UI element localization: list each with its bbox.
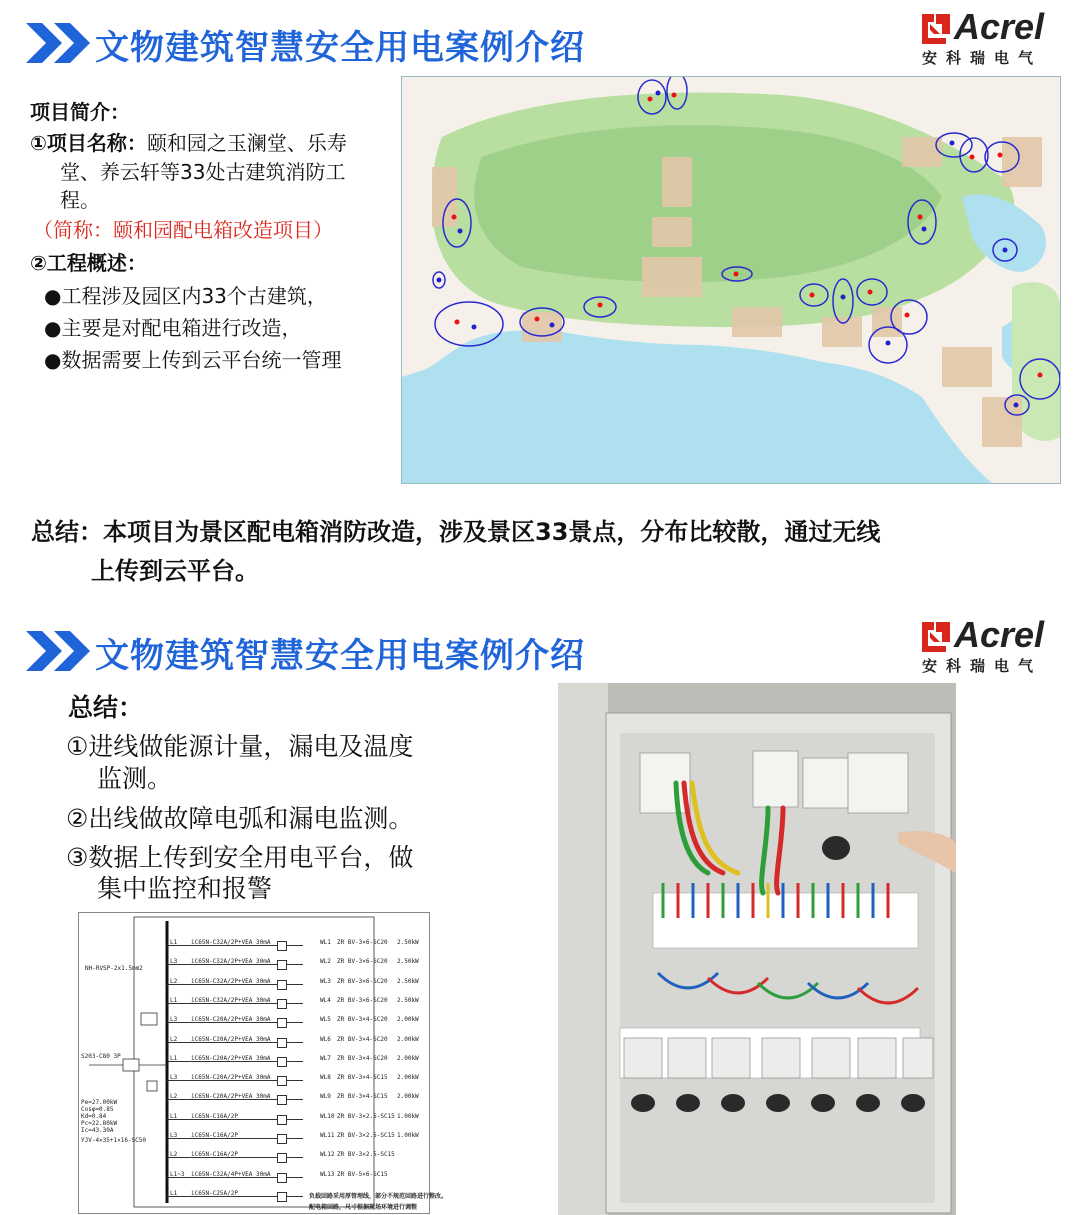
project-name-label: ①项目名称：	[30, 131, 147, 155]
diagram-row-power: 2.50kW	[397, 996, 419, 1004]
diagram-row-power: 2.00kW	[397, 1093, 419, 1101]
summary2-line4: ③数据上传到安全用电平台，做	[66, 843, 414, 872]
diagram-param-3: Kd=0.84	[81, 1113, 107, 1120]
logo-cn-2: 安科瑞电气	[922, 657, 1043, 675]
diagram-row-terminal	[277, 1115, 287, 1125]
diagram-row-phase: L3	[170, 958, 178, 966]
diagram-row	[79, 1113, 429, 1127]
summary2-line2: 监测。	[97, 764, 173, 793]
diagram-row-terminal	[277, 1153, 287, 1163]
diagram-row-phase: L1	[170, 1189, 178, 1197]
diagram-row-loop: WL5	[320, 1016, 331, 1024]
diagram-row-breaker: iC65N-C20A/2P+VEA 30mA	[191, 1016, 271, 1024]
diagram-row	[79, 1171, 429, 1185]
diagram-param-4: Pc=22.80kW	[81, 1120, 118, 1127]
project-name-line2: 堂、养云轩等33处古建筑消防工	[60, 160, 346, 184]
panel-photo	[558, 683, 956, 1215]
diagram-row	[79, 997, 429, 1011]
diagram-row-loop: WL7	[320, 1054, 331, 1062]
diagram-row-breaker: iC65N-C32A/2P+VEA 30mA	[191, 977, 271, 985]
diagram-row	[79, 1151, 429, 1165]
diagram-row-phase: L3	[170, 1132, 178, 1139]
diagram-row-breaker: iC65N-C32A/4P+VEA 30mA	[191, 1170, 271, 1178]
summary2-heading: 总结：	[68, 693, 144, 722]
diagram-row-terminal	[277, 1057, 287, 1067]
diagram-row-terminal	[277, 1134, 287, 1144]
diagram-row-phase: L3	[170, 1074, 178, 1082]
diagram-row-power: 2.50kW	[397, 958, 419, 966]
diagram-row-loop: WL1	[320, 939, 331, 946]
diagram-row-cable: ZR BV-3×6-SC20	[337, 977, 388, 985]
diagram-row-cable: ZR BV-5×6-SC15	[337, 1170, 388, 1178]
diagram-row-cable: ZR BV-3×4-SC15	[337, 1093, 388, 1101]
diagram-row-power: 2.50kW	[397, 939, 419, 946]
diagram-row-terminal	[277, 1076, 287, 1086]
diagram-row-terminal	[277, 999, 287, 1009]
diagram-row-power: 1.00kW	[397, 1112, 419, 1120]
diagram-row-breaker: iC65N-C20A/2P+VEA 30mA	[191, 1074, 271, 1082]
intro-heading: 项目简介：	[30, 100, 130, 124]
diagram-row	[79, 1093, 429, 1107]
diagram-row-loop: WL8	[320, 1074, 331, 1082]
diagram-row-cable: ZR BV-3×4-SC15	[337, 1074, 388, 1082]
project-name-line1	[30, 128, 347, 158]
diagram-row-power: 1.00kW	[397, 1132, 419, 1139]
short-name: （简称：颐和园配电箱改造项目）	[33, 218, 333, 242]
diagram-row-power: 2.00kW	[397, 1016, 419, 1024]
project-name-text: 颐和园之玉澜堂、乐寿	[146, 131, 347, 155]
diagram-row	[79, 1036, 429, 1050]
logo-word: Acrel	[954, 6, 1045, 47]
map-graphic	[402, 77, 1060, 483]
diagram-row-phase: L2	[170, 1093, 178, 1101]
diagram-row-phase: L2	[170, 1151, 178, 1159]
bullet-2: ●主要是对配电箱进行改造，	[44, 316, 302, 340]
diagram-row-loop: WL9	[320, 1093, 331, 1101]
diagram-cable-label: NH-RVSP-2x1.5mm2	[85, 965, 143, 972]
acrel-logo-2	[920, 614, 1060, 675]
diagram-row	[79, 1074, 429, 1088]
diagram-row-terminal	[277, 1192, 287, 1202]
summary2-line3: ②出线做故障电弧和漏电监测。	[66, 804, 414, 833]
diagram-row-loop: WL6	[320, 1035, 331, 1043]
diagram-note-1: 负载回路采用厚管埋线，部分不规范回路进行整改。	[309, 1193, 448, 1200]
diagram-row-phase: L1~3	[170, 1170, 185, 1178]
diagram-param-1: Pe=27.00kW	[81, 1099, 118, 1106]
page-title-2: 文物建筑智慧安全用电案例介绍	[95, 636, 585, 676]
diagram-row-power: 2.00kW	[397, 1035, 419, 1043]
diagram-row-breaker: iC65N-C20A/2P+VEA 30mA	[191, 1035, 271, 1043]
diagram-row-terminal	[277, 1173, 287, 1183]
diagram-row-breaker: iC65N-C25A/2P	[191, 1189, 238, 1197]
bullet-3: ●数据需要上传到云平台统一管理	[44, 348, 342, 372]
diagram-row-breaker: iC65N-C20A/2P+VEA 30mA	[191, 1054, 271, 1062]
diagram-row-cable: ZR BV-3×2.5-SC15	[337, 1132, 395, 1139]
diagram-feeder-cable: YJV-4×35+1×16-SC50	[81, 1137, 147, 1144]
diagram-row-loop: WL10	[320, 1112, 335, 1120]
diagram-row-phase: L1	[170, 1112, 178, 1120]
diagram-row-terminal	[277, 960, 287, 970]
diagram-row-breaker: iC65N-C20A/2P+VEA 30mA	[191, 1093, 271, 1101]
diagram-row-terminal	[277, 1038, 287, 1048]
diagram-row-cable: ZR BV-3×6-SC20	[337, 939, 388, 946]
diagram-row-cable: ZR BV-3×4-SC20	[337, 1016, 388, 1024]
diagram-row-breaker: iC65N-C32A/2P+VEA 30mA	[191, 939, 271, 946]
logo-mark-icon-2	[920, 620, 954, 654]
overview-label: ②工程概述：	[30, 251, 147, 275]
acrel-logo	[920, 6, 1060, 67]
diagram-row-loop: WL12	[320, 1151, 335, 1159]
diagram-row-phase: L2	[170, 1035, 178, 1043]
project-name-line3: 程。	[60, 188, 100, 212]
diagram-row-phase: L1	[170, 996, 178, 1004]
diagram-row-terminal	[277, 941, 287, 951]
summary2-line1: ①进线做能源计量，漏电及温度	[66, 732, 414, 761]
page-title: 文物建筑智慧安全用电案例介绍	[95, 28, 585, 68]
logo-mark-icon	[920, 12, 954, 46]
diagram-row	[79, 1016, 429, 1030]
diagram-param-2: Cosφ=0.85	[81, 1106, 114, 1113]
park-map	[401, 76, 1061, 484]
diagram-row	[79, 1055, 429, 1069]
diagram-row-power: 2.50kW	[397, 977, 419, 985]
diagram-row-cable: ZR BV-3×6-SC20	[337, 958, 388, 966]
summary-line1: 总结：本项目为景区配电箱消防改造，涉及景区33景点，分布比较散，通过无线	[31, 518, 881, 546]
double-chevron-icon	[26, 23, 96, 63]
diagram-row	[79, 958, 429, 972]
wiring-diagram	[78, 912, 448, 1214]
diagram-row-phase: L1	[170, 1054, 178, 1062]
diagram-row	[79, 1132, 429, 1146]
diagram-param-5: Ic=43.30A	[81, 1127, 114, 1134]
diagram-main-breaker: S203-C80 3P	[81, 1053, 121, 1060]
logo-cn: 安科瑞电气	[922, 49, 1043, 67]
diagram-row-cable: ZR BV-3×6-SC20	[337, 996, 388, 1004]
diagram-row-phase: L1	[170, 939, 178, 946]
logo-word-2: Acrel	[954, 614, 1045, 655]
diagram-row-cable: ZR BV-3×2.5-SC15	[337, 1112, 395, 1120]
diagram-row-cable: ZR BV-3×4-SC20	[337, 1035, 388, 1043]
diagram-row-loop: WL4	[320, 996, 331, 1004]
double-chevron-icon-2	[26, 631, 96, 671]
diagram-note-2: 配电箱回路，尺寸根据现场环境进行调整	[309, 1204, 418, 1211]
diagram-row-breaker: iC65N-C32A/2P+VEA 30mA	[191, 996, 271, 1004]
summary2-line5: 集中监控和报警	[97, 874, 273, 903]
diagram-row-breaker: iC65N-C16A/2P	[191, 1112, 238, 1120]
diagram-row-power: 2.00kW	[397, 1054, 419, 1062]
bullet-1: ●工程涉及园区内33个古建筑，	[44, 284, 327, 308]
diagram-row-loop: WL2	[320, 958, 331, 966]
diagram-row-loop: WL13	[320, 1170, 335, 1178]
diagram-row-terminal	[277, 1018, 287, 1028]
diagram-row-breaker: iC65N-C32A/2P+VEA 30mA	[191, 958, 271, 966]
diagram-row-breaker: iC65N-C16A/2P	[191, 1151, 238, 1159]
diagram-row-cable: ZR BV-3×2.5-SC15	[337, 1151, 395, 1159]
diagram-row-phase: L3	[170, 1016, 178, 1024]
diagram-row-terminal	[277, 1095, 287, 1105]
summary-line2: 上传到云平台。	[91, 557, 259, 585]
diagram-row-loop: WL11	[320, 1132, 335, 1139]
diagram-row-phase: L2	[170, 977, 178, 985]
diagram-row-breaker: iC65N-C16A/2P	[191, 1132, 238, 1139]
diagram-row-cable: ZR BV-3×4-SC20	[337, 1054, 388, 1062]
diagram-row-terminal	[277, 980, 287, 990]
panel-illustration	[558, 683, 956, 1215]
diagram-row-loop: WL3	[320, 977, 331, 985]
diagram-row-power: 2.00kW	[397, 1074, 419, 1082]
diagram-row	[79, 978, 429, 992]
diagram-row	[79, 939, 429, 953]
